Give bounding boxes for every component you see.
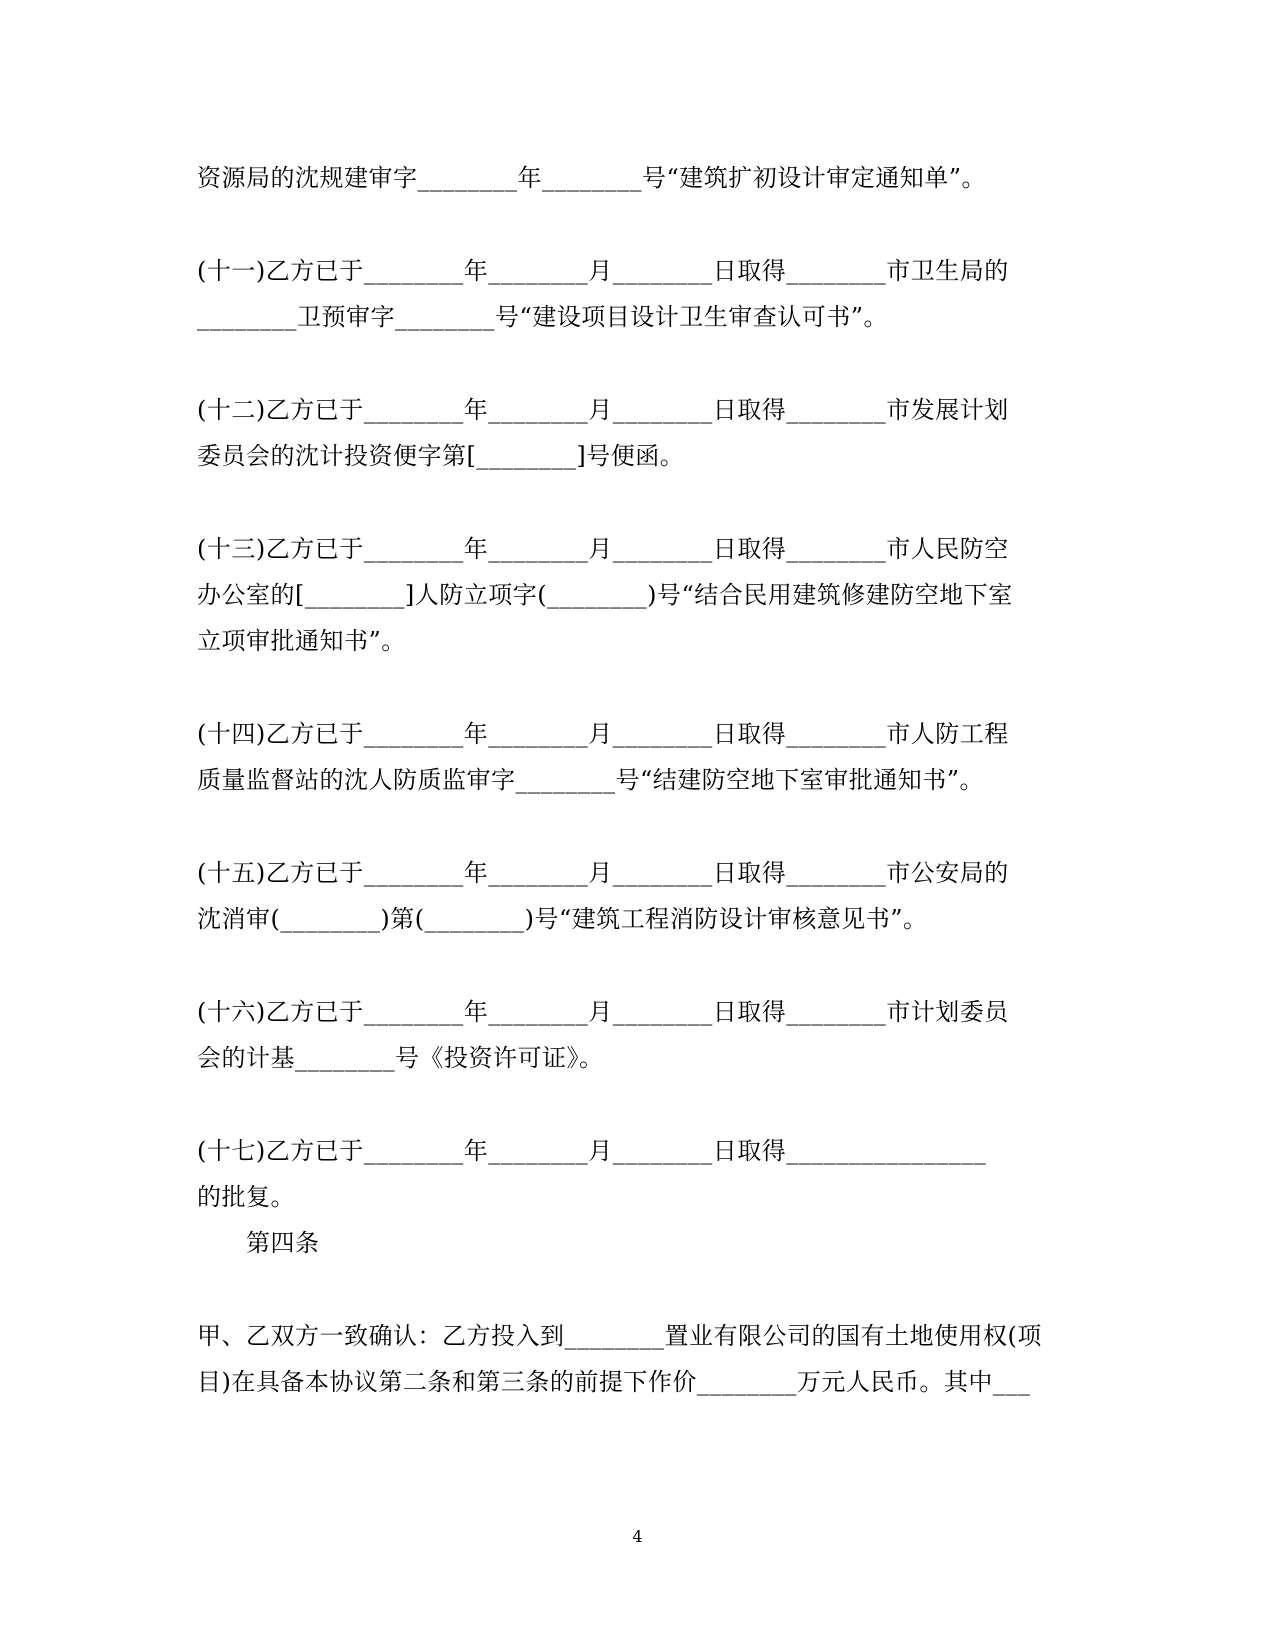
text-line: ________卫预审字________号“建设项目设计卫生审查认可书”。 xyxy=(197,303,889,331)
article-heading: 第四条 xyxy=(246,1229,320,1257)
text-line: 会的计基________号《投资许可证》。 xyxy=(197,1044,604,1072)
text-line: (十七)乙方已于________年________月________日取得________________ xyxy=(197,1137,987,1165)
text-line: 的批复。 xyxy=(197,1183,295,1211)
text-line: 沈消审(________)第(________)号“建筑工程消防设计审核意见书”。 xyxy=(197,905,928,933)
text-line: 资源局的沈规建审字________年________号“建筑扩初设计审定通知单”。 xyxy=(197,164,987,192)
text-line: 甲、乙双方一致确认：乙方投入到________置业有限公司的国有土地使用权(项 xyxy=(197,1322,1042,1350)
text-line: 质量监督站的沈人防质监审字________号“结建防空地下室审批通知书”。 xyxy=(197,766,985,794)
text-line: (十五)乙方已于________年________月________日取得________市公安局的 xyxy=(197,859,1009,887)
text-line: (十六)乙方已于________年________月________日取得________市计划委员 xyxy=(197,998,1009,1026)
page-number: 4 xyxy=(632,1527,643,1546)
text-line: 委员会的沈计投资便字第[________]号便函。 xyxy=(197,442,685,470)
text-line: (十三)乙方已于________年________月________日取得________市人民防空 xyxy=(197,535,1009,563)
text-line: (十二)乙方已于________年________月________日取得________市发展计划 xyxy=(197,396,1009,424)
text-line: (十一)乙方已于________年________月________日取得________市卫生局的 xyxy=(197,257,1009,285)
text-line: (十四)乙方已于________年________月________日取得________市人防工程 xyxy=(197,720,1009,748)
text-line: 立项审批通知书”。 xyxy=(197,627,406,655)
text-line: 办公室的[________]人防立项字(________)号“结合民用建筑修建防空地下室 xyxy=(197,581,1013,609)
text-line: 目)在具备本协议第二条和第三条的前提下作价________万元人民币。其中___ xyxy=(197,1368,1031,1396)
